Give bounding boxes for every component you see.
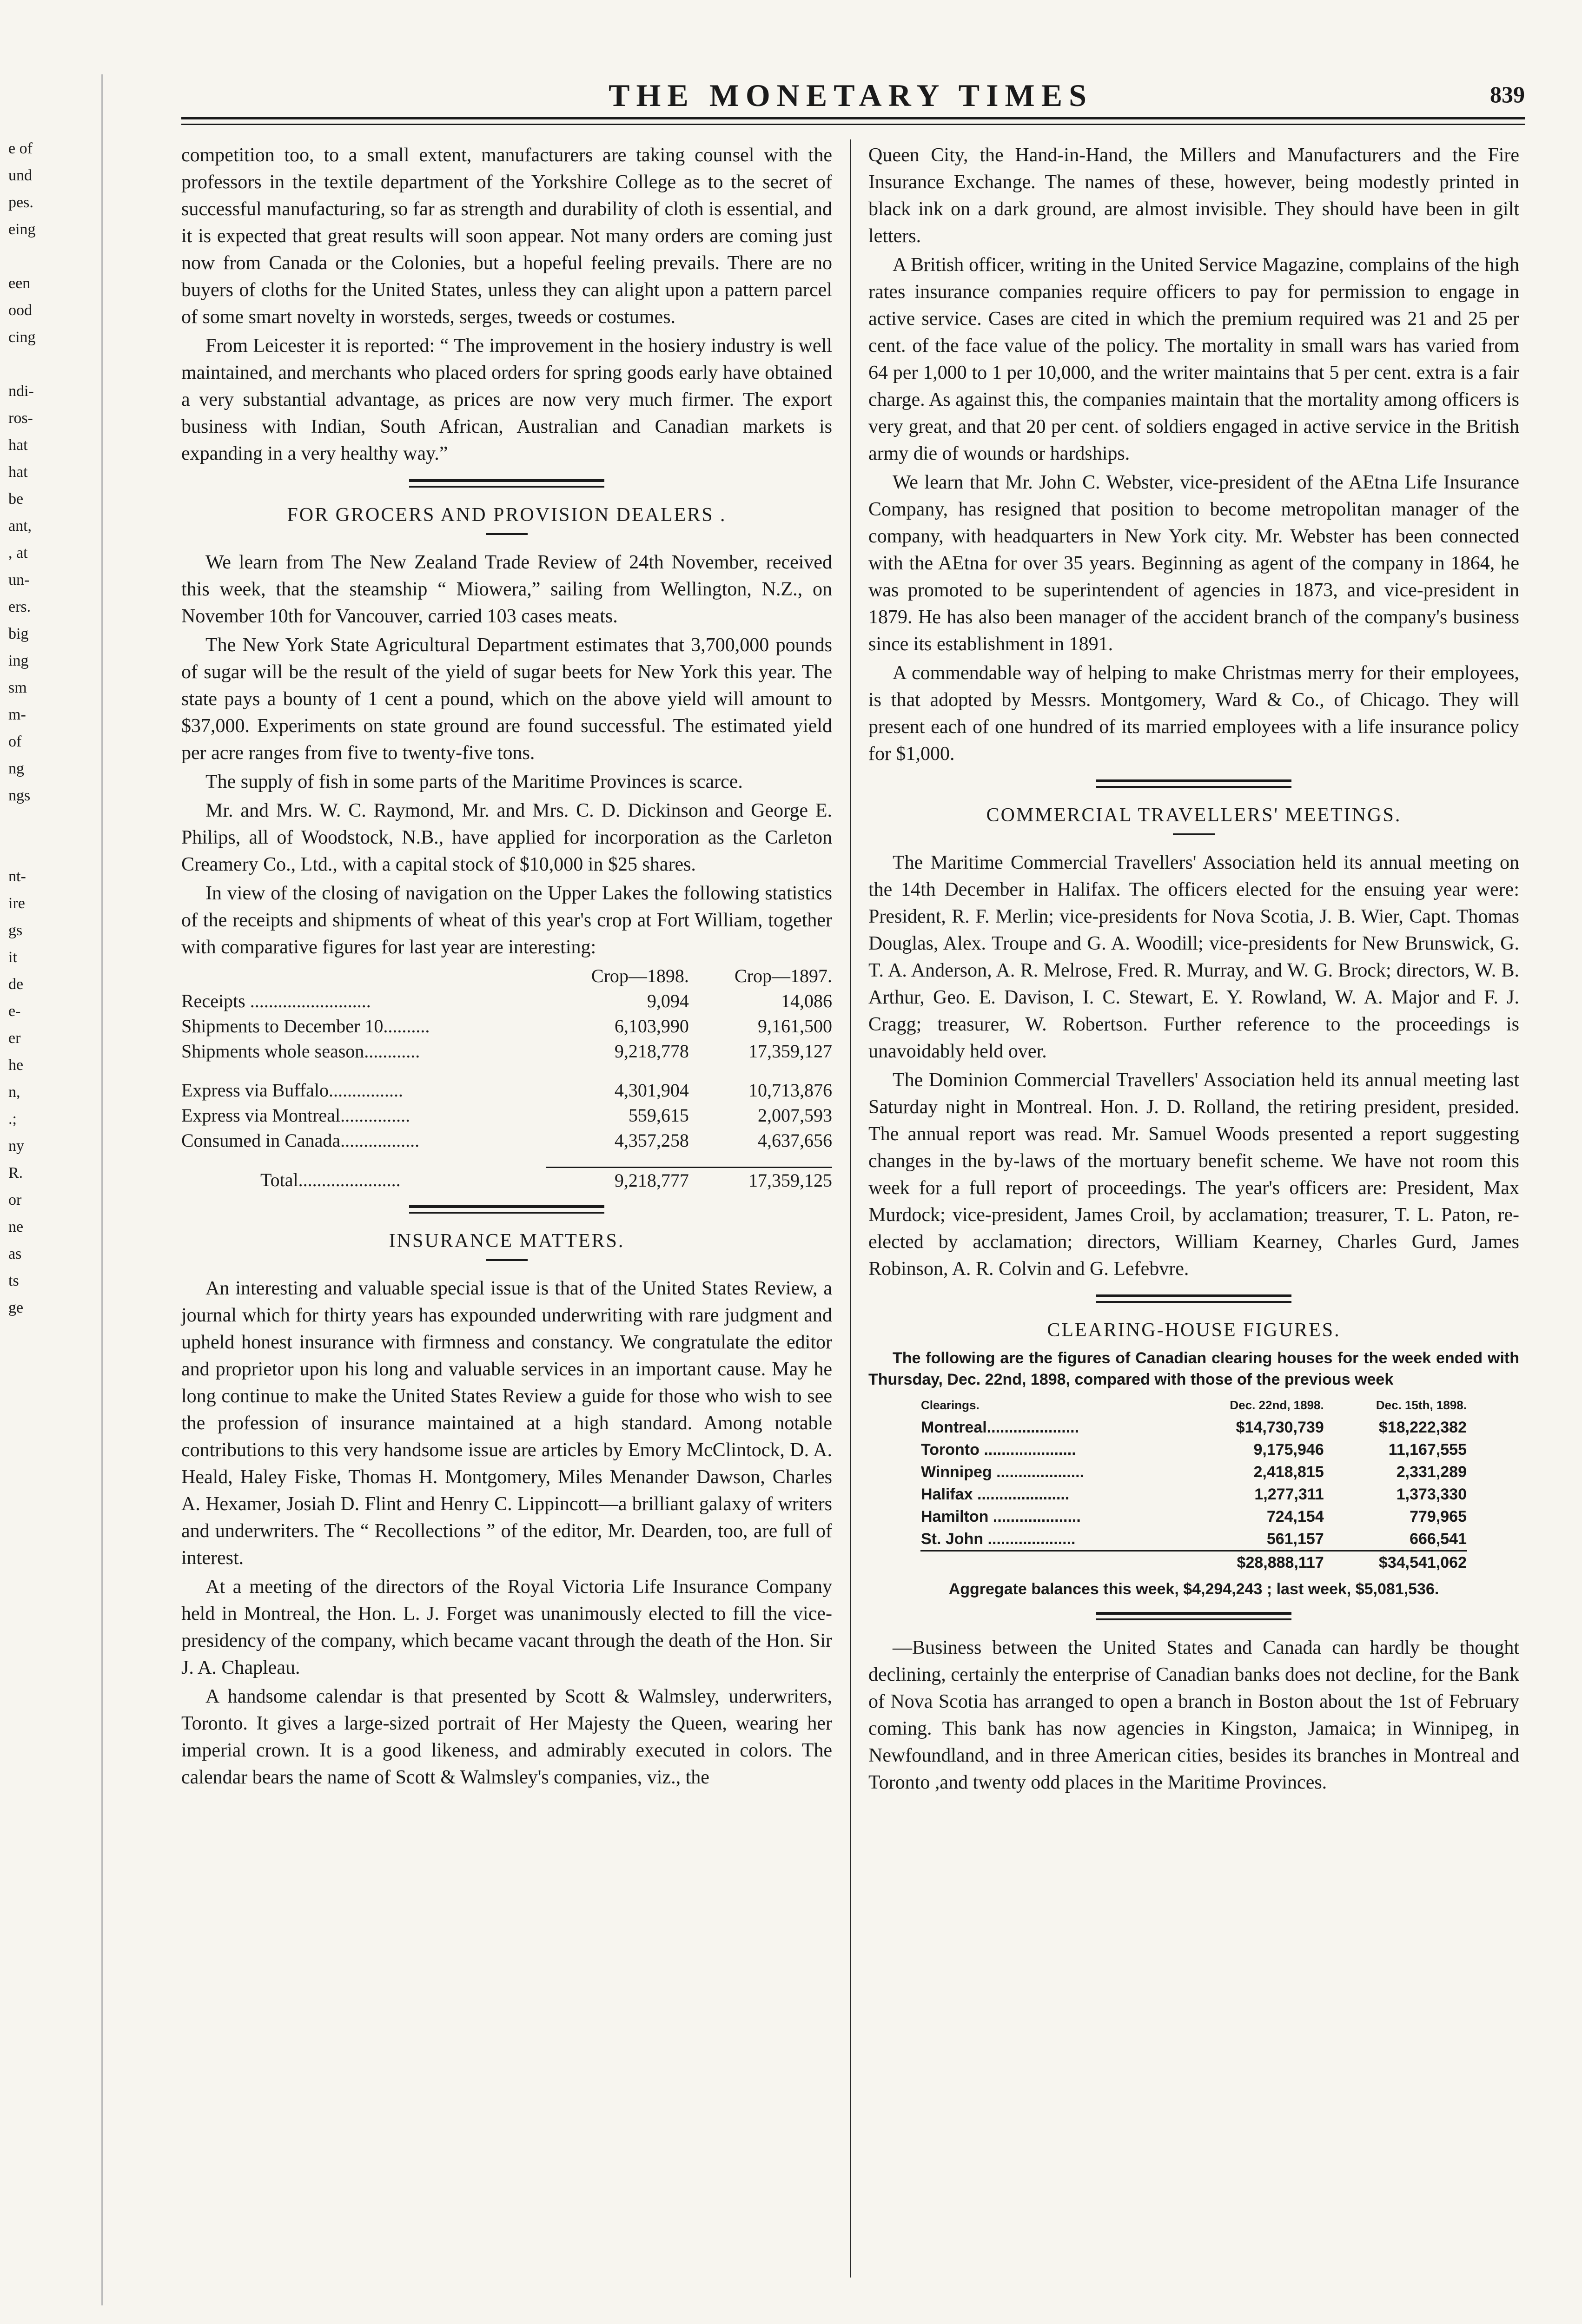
total-value: 9,218,777: [546, 1167, 689, 1193]
margin-fragment: und: [8, 167, 32, 184]
clearing-value: 1,277,311: [1254, 1486, 1324, 1503]
margin-fragment: be: [8, 490, 24, 508]
section-heading-travellers: COMMERCIAL TRAVELLERS' MEETINGS.: [986, 805, 1402, 826]
paragraph: A handsome calendar is that presented by Scott & Walmsley, underwriters, Toronto. It gives a large-sized portrait of Her Majesty the Queen, wearing her imperial crown. It is a good likeness, and admirably executed in colors. The calendar bears the name of Scott & Walmsley's companies, viz., the: [181, 1685, 832, 1788]
page-header: [177, 74, 1525, 116]
row-label: Express via Buffalo................: [181, 1080, 403, 1101]
table-row: [920, 1483, 1467, 1505]
margin-fragment: ndi-: [8, 383, 34, 400]
margin-fragment: m-: [8, 706, 26, 723]
row-value: 4,301,904: [614, 1080, 689, 1101]
margin-fragment: ne: [8, 1218, 24, 1235]
margin-fragment: , at: [8, 544, 28, 561]
table-gap: [181, 1064, 832, 1078]
section-separator: [409, 1205, 604, 1214]
margin-fragment: R.: [8, 1164, 23, 1182]
margin-fragment: ng: [8, 760, 24, 777]
margin-fragment: ny: [8, 1137, 24, 1155]
paragraph: We learn that Mr. John C. Webster, vice-president of the AEtna Life Insurance Company, has resigned that position to become metropolitan manager of the company, with headquarters in New York city. Mr. Webster has been connected with the AEtna for over 35 years. Beginning as agent of the company in 1864, he was promoted to be superintendent of agencies in 1873, and vice-president in 1879. He has also been manager of the accident branch of the company's business since its establishment in 1891.: [868, 472, 1519, 655]
wheat-statistics-table: [181, 964, 832, 1193]
paragraph: The New York State Agricultural Department estimates that 3,700,000 pounds of sugar will be the result of the yield of sugar beets for New York this year. The state pays a bounty of 1 cent a pound, which on the above yield will amount to $37,000. Experiments on state ground are found successful. The estimated yield per acre ranges from five to twenty-five tons.: [181, 634, 832, 764]
clearing-value: 561,157: [1266, 1530, 1324, 1548]
margin-fragment: as: [8, 1245, 22, 1262]
row-value: 9,161,500: [758, 1016, 832, 1037]
margin-fragment: eing: [8, 221, 36, 238]
clearing-value: 666,541: [1410, 1530, 1467, 1548]
section-separator: [1096, 779, 1291, 788]
column-header: Dec. 15th, 1898.: [1376, 1398, 1467, 1412]
section-separator: [1096, 1294, 1291, 1303]
margin-fragment: ire: [8, 895, 25, 912]
row-value: 14,086: [781, 990, 832, 1011]
masthead: THE MONETARY TIMES: [609, 78, 1093, 113]
heading-rule: [1173, 833, 1215, 835]
paragraph: The supply of fish in some parts of the Maritime Provinces is scarce.: [205, 771, 743, 792]
total-value: $28,888,117: [1176, 1551, 1324, 1574]
paragraph: The Maritime Commercial Travellers' Association held its annual meeting on the 14th December in Halifax. The officers elected for the ensuing year were: President, R. F. Merlin; vice-presidents for Nova Scotia, J. B. Wier, Capt. Thomas Douglas, Alex. Troupe and G. A. Woodill; vice-presidents for New Brunswick, G. T. A. Anderson, A. R. Melrose, Fred. R. Murray, and W. G. Brock; directors, W. B. Arthur, Geo. E. Davison, I. C. Stewart, E. Y. Rowland, W. A. Major and F. J. Cragg; treasurer, W. Robertson. Further reference to the proceedings is unavoidably held over.: [868, 852, 1519, 1062]
paragraph: A commendable way of helping to make Christmas merry for their employees, is that adopted by Messrs. Montgomery, Ward & Co., of Chicago. They will present each of one hundred of its married employees with a life insurance policy for $1,000.: [868, 662, 1519, 765]
row-value: 4,357,258: [614, 1130, 689, 1151]
clearing-value: 779,965: [1410, 1508, 1467, 1525]
total-value: $34,541,062: [1324, 1551, 1467, 1574]
table-total-row: [181, 1167, 832, 1193]
paragraph: A British officer, writing in the United Service Magazine, complains of the high rates insurance companies require officers to pay for permission to engage in active service. Cases are cited in which the premium required was 21 and 25 per cent. of the face value of the policy. The mortality in small wars has varied from 64 per 1,000 to 1 per 10,000, and the writer maintains that 5 per cent. extra is a fair charge. As against this, the companies maintain that the mortality among officers is very great, and that 20 per cent. of soldiers engaged in active service in the British army die of wounds or hardships.: [868, 254, 1519, 464]
right-column: [868, 142, 1519, 1796]
margin-fragment: .;: [8, 1110, 17, 1128]
table-row: [920, 1528, 1467, 1551]
adjacent-page-margin: [0, 0, 100, 2324]
table-cell: [181, 1153, 546, 1167]
margin-fragment: ers.: [8, 598, 31, 615]
row-value: 9,218,778: [614, 1041, 689, 1062]
heading-rule: [486, 533, 528, 535]
clearing-house-table: [920, 1394, 1467, 1574]
row-value: 10,713,876: [748, 1080, 832, 1101]
margin-fragment: e of: [8, 140, 33, 157]
table-cell: [181, 964, 546, 989]
margin-fragment: big: [8, 625, 29, 642]
paragraph: —Business between the United States and Canada can hardly be thought declining, certainly the enterprise of Canadian banks does not decline, for the Bank of Nova Scotia has arranged to open a branch in Boston about the 1st of February coming. This bank has now agencies in Kingston, Jamaica; in Winnipeg, in Newfoundland, and in three American cities, besides its branches in Montreal and Toronto ,and twenty odd places in the Maritime Provinces.: [868, 1637, 1519, 1793]
column-header: Dec. 22nd, 1898.: [1230, 1398, 1324, 1412]
margin-fragment: ngs: [8, 787, 31, 804]
section-heading-grocers: FOR GROCERS AND PROVISION DEALERS .: [287, 504, 727, 526]
margin-fragment: ing: [8, 652, 29, 669]
row-value: 17,359,127: [748, 1041, 832, 1062]
paragraph: In view of the closing of navigation on the Upper Lakes the following statistics of the receipts and shipments of wheat of this year's crop at Fort William, together with comparative figures for last year are interesting:: [181, 883, 832, 958]
city-name: Winnipeg ....................: [921, 1463, 1085, 1481]
table-header-row: [920, 1394, 1467, 1416]
margin-fragment: cing: [8, 329, 36, 346]
table-row: [920, 1416, 1467, 1439]
table-row: [181, 1078, 832, 1103]
table-header-row: [181, 964, 832, 989]
table-row: [920, 1505, 1467, 1528]
margin-fragment: un-: [8, 571, 30, 588]
margin-fragment: sm: [8, 679, 27, 696]
margin-fragment: hat: [8, 436, 28, 454]
margin-fragment: n,: [8, 1083, 20, 1101]
column-divider: [850, 139, 851, 2278]
margin-fragment: it: [8, 949, 17, 966]
column-header: Clearings.: [921, 1398, 980, 1412]
row-value: 9,094: [647, 990, 689, 1011]
row-label: Shipments to December 10..........: [181, 1016, 430, 1037]
paragraph: At a meeting of the directors of the Royal Victoria Life Insurance Company held in Montreal, the Hon. L. J. Forget was unanimously elected to fill the vice-presidency of the company, which became vacant through the death of the Hon. Sir J. A. Chapleau.: [181, 1576, 832, 1678]
city-name: Toronto .....................: [921, 1441, 1076, 1459]
row-value: 6,103,990: [614, 1016, 689, 1037]
margin-fragment: de: [8, 976, 24, 993]
table-row: [181, 1103, 832, 1128]
margin-fragment: ros-: [8, 409, 33, 427]
clearing-value: $18,222,382: [1378, 1419, 1467, 1436]
clearing-value: $14,730,739: [1236, 1419, 1324, 1436]
paragraph: We learn from The New Zealand Trade Review of 24th November, received this week, that the steamship “ Miowera,” sailing from Wellington, N.Z., on November 10th for Vancouver, carried 103 cases meats.: [181, 552, 832, 627]
table-row: [181, 1014, 832, 1039]
table-cell: [920, 1551, 1176, 1574]
margin-fragment: or: [8, 1191, 22, 1208]
table-cell: [181, 1064, 546, 1078]
margin-fragment: pes.: [8, 194, 33, 211]
margin-fragment: nt-: [8, 868, 26, 885]
table-row: [181, 1039, 832, 1064]
clearing-value: 2,418,815: [1253, 1463, 1324, 1481]
margin-fragment: ge: [8, 1299, 24, 1316]
margin-fragment: of: [8, 733, 22, 750]
row-value: 4,637,656: [758, 1130, 832, 1151]
city-name: Montreal.....................: [921, 1419, 1079, 1436]
row-value: 2,007,593: [758, 1105, 832, 1126]
paragraph: Mr. and Mrs. W. C. Raymond, Mr. and Mrs. C. D. Dickinson and George E. Philips, all of Woodstock, N.B., have applied for incorporation as the Carleton Creamery Co., Ltd., with a capital stock of $10,000 in $25 shares.: [181, 800, 832, 875]
section-heading-clearing: CLEARING-HOUSE FIGURES.: [1047, 1320, 1341, 1341]
table-gap: [181, 1153, 832, 1167]
table-row: [920, 1461, 1467, 1483]
clearing-value: 11,167,555: [1388, 1441, 1467, 1459]
paragraph: An interesting and valuable special issue is that of the United States Review, a journal which for thirty years has expounded underwriting with rare judgment and upheld honest insurance with firmness and constancy. We congratulate the editor and proprietor upon his long and valuable services in an important cause. May he long continue to make the United States Review a guide for those who wish to see the profession of insurance maintained at a high standard. Among notable contributions to this very handsome issue are articles by Emory McClintock, D. A. Heald, Haley Fiske, Thomas H. Montgomery, Miles Menander Dawson, Charles A. Hexamer, Josiah D. Flint and Henry C. Lippincott—a brilliant galaxy of writers and underwriters. The “ Recollections ” of the editor, Mr. Dearden, too, are full of interest.: [181, 1277, 832, 1569]
margin-fragment: e-: [8, 1003, 21, 1020]
margin-fragment: he: [8, 1056, 24, 1074]
table-row: [181, 1128, 832, 1153]
table-row: [920, 1439, 1467, 1461]
row-label: Receipts ..........................: [181, 990, 371, 1011]
page-number: 839: [1490, 81, 1525, 107]
aggregate-balances: Aggregate balances this week, $4,294,243 ; last week, $5,081,536.: [948, 1580, 1439, 1598]
clearing-intro: The following are the figures of Canadian clearing houses for the week ended with Thursday, Dec. 22nd, 1898, compared with those of the previous week: [868, 1349, 1519, 1388]
row-label: Consumed in Canada.................: [181, 1130, 420, 1151]
row-label: Shipments whole season............: [181, 1041, 420, 1062]
margin-fragment: ant,: [8, 517, 32, 535]
clearing-value: 724,154: [1266, 1508, 1324, 1525]
row-value: 559,615: [628, 1105, 689, 1126]
city-name: Halifax .....................: [921, 1486, 1070, 1503]
margin-fragment: gs: [8, 922, 23, 939]
margin-fragment: hat: [8, 463, 28, 481]
clearing-value: 1,373,330: [1396, 1486, 1467, 1503]
left-column: [181, 142, 832, 1791]
section-separator: [1096, 1612, 1291, 1620]
column-header: Crop—1897.: [735, 965, 832, 986]
gutter-rule: [101, 74, 103, 2305]
column-header: Crop—1898.: [591, 965, 689, 986]
margin-fragment: er: [8, 1030, 21, 1047]
header-rule-thick: [181, 117, 1525, 119]
margin-fragment: ood: [8, 302, 32, 319]
clearing-value: 9,175,946: [1253, 1441, 1324, 1459]
clearing-value: 2,331,289: [1396, 1463, 1467, 1481]
margin-fragment: ts: [8, 1272, 19, 1289]
table-row: [181, 989, 832, 1014]
city-name: Hamilton ....................: [921, 1508, 1081, 1525]
header-rule-thin: [181, 124, 1525, 125]
table-total-row: [920, 1551, 1467, 1574]
total-label: Total......................: [260, 1169, 401, 1190]
margin-fragment: een: [8, 275, 31, 292]
paragraph: The Dominion Commercial Travellers' Association held its annual meeting last Saturday night in Montreal. Hon. J. D. Rolland, the retiring president, presided. The annual report was read. Mr. Samuel Woods presented a report suggesting changes in the by-laws of the mortuary benefit scheme. We have not room this week for a full report of proceedings. The year's officers are: President, Max Murdock; vice-president, James Croil, by acclamation; treasurer, T. L. Paton, re-elected by acclamation; directors, William Kearney, Charles Gurd, James Robinson, A. R. Colvin and G. Lefebvre.: [868, 1070, 1519, 1280]
paragraph: From Leicester it is reported: “ The improvement in the hosiery industry is well maintained, and merchants who placed orders for spring goods early have obtained a very substantial advantage, as prices are now very much firmer. The export business with Indian, South African, Australian and Canadian markets is expanding in a very healthy way.”: [181, 335, 832, 464]
city-name: St. John ....................: [921, 1530, 1076, 1548]
row-label: Express via Montreal...............: [181, 1105, 410, 1126]
section-heading-insurance: INSURANCE MATTERS.: [389, 1230, 625, 1252]
total-value: 17,359,125: [689, 1167, 832, 1193]
paragraph: competition too, to a small extent, manufacturers are taking counsel with the professors in the textile department of the Yorkshire College as to the secret of successful manufacturing, so far as strength and durability of cloth is essential, and it is expected that great results will soon appear. Not many orders are coming just now from Canada or the Colonies, but a hopeful feeling prevails. There are no buyers of cloths for the United States, unless they can alight upon a pattern parcel of some smart novelty in worsteds, serges, tweeds or costumes.: [181, 145, 832, 328]
section-separator: [409, 479, 604, 488]
paragraph: Queen City, the Hand-in-Hand, the Millers and Manufacturers and the Fire Insurance Exchange. The names of these, however, being modestly printed in black ink on a dark ground, are almost invisible. They should have been in gilt letters.: [868, 145, 1519, 247]
heading-rule: [486, 1259, 528, 1261]
